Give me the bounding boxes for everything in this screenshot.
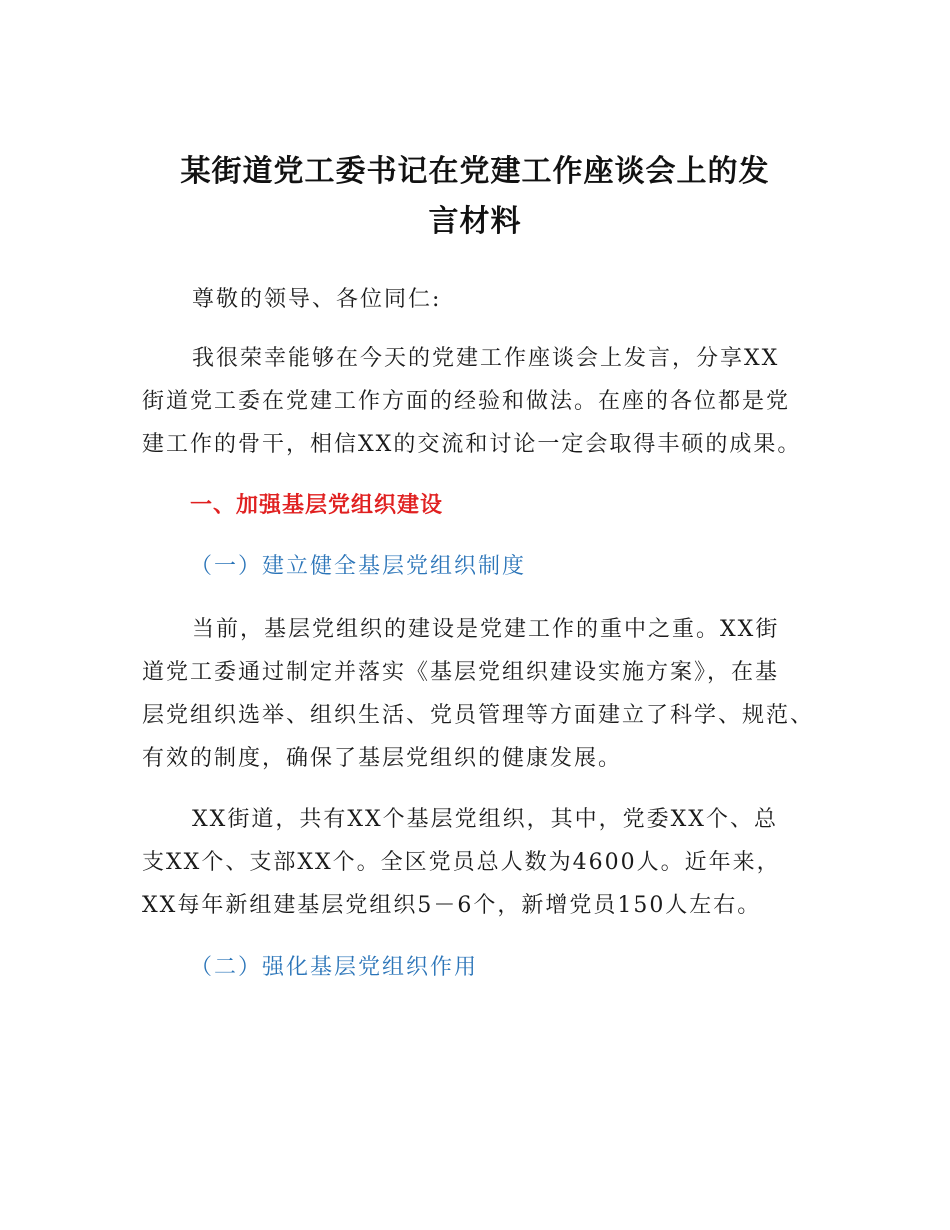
para2-line-3: XX每年新组建基层党组织5－6个，新增党员150人左右。 — [142, 893, 762, 918]
document-title-line-2: 言材料 — [428, 204, 522, 239]
subsection-1-heading: （一）建立健全基层党组织制度 — [190, 554, 527, 579]
intro-line-3: 建工作的骨干，相信XX的交流和讨论一定会取得丰硕的成果。 — [142, 432, 802, 457]
intro-line-2: 街道党工委在党建工作方面的经验和做法。在座的各位都是党 — [142, 389, 791, 414]
para1-line-4: 有效的制度，确保了基层党组织的健康发展。 — [142, 746, 623, 771]
subsection-2-heading: （二）强化基层党组织作用 — [190, 955, 479, 980]
document-title-line-1: 某街道党工委书记在党建工作座谈会上的发 — [180, 154, 770, 189]
salutation: 尊敬的领导、各位同仁: — [192, 287, 442, 312]
para2-line-2: 支XX个、支部XX个。全区党员总人数为4600人。近年来， — [142, 850, 781, 875]
para1-line-1: 当前，基层党组织的建设是党建工作的重中之重。XX街 — [192, 617, 780, 642]
intro-line-1: 我很荣幸能够在今天的党建工作座谈会上发言，分享XX — [192, 346, 780, 371]
section-1-heading: 一、加强基层党组织建设 — [190, 493, 444, 518]
para1-line-3: 层党组织选举、组织生活、党员管理等方面建立了科学、规范、 — [142, 703, 815, 728]
para2-line-1: XX街道，共有XX个基层党组织，其中，党委XX个、总 — [192, 807, 778, 832]
para1-line-2: 道党工委通过制定并落实《基层党组织建设实施方案》，在基 — [142, 660, 780, 685]
